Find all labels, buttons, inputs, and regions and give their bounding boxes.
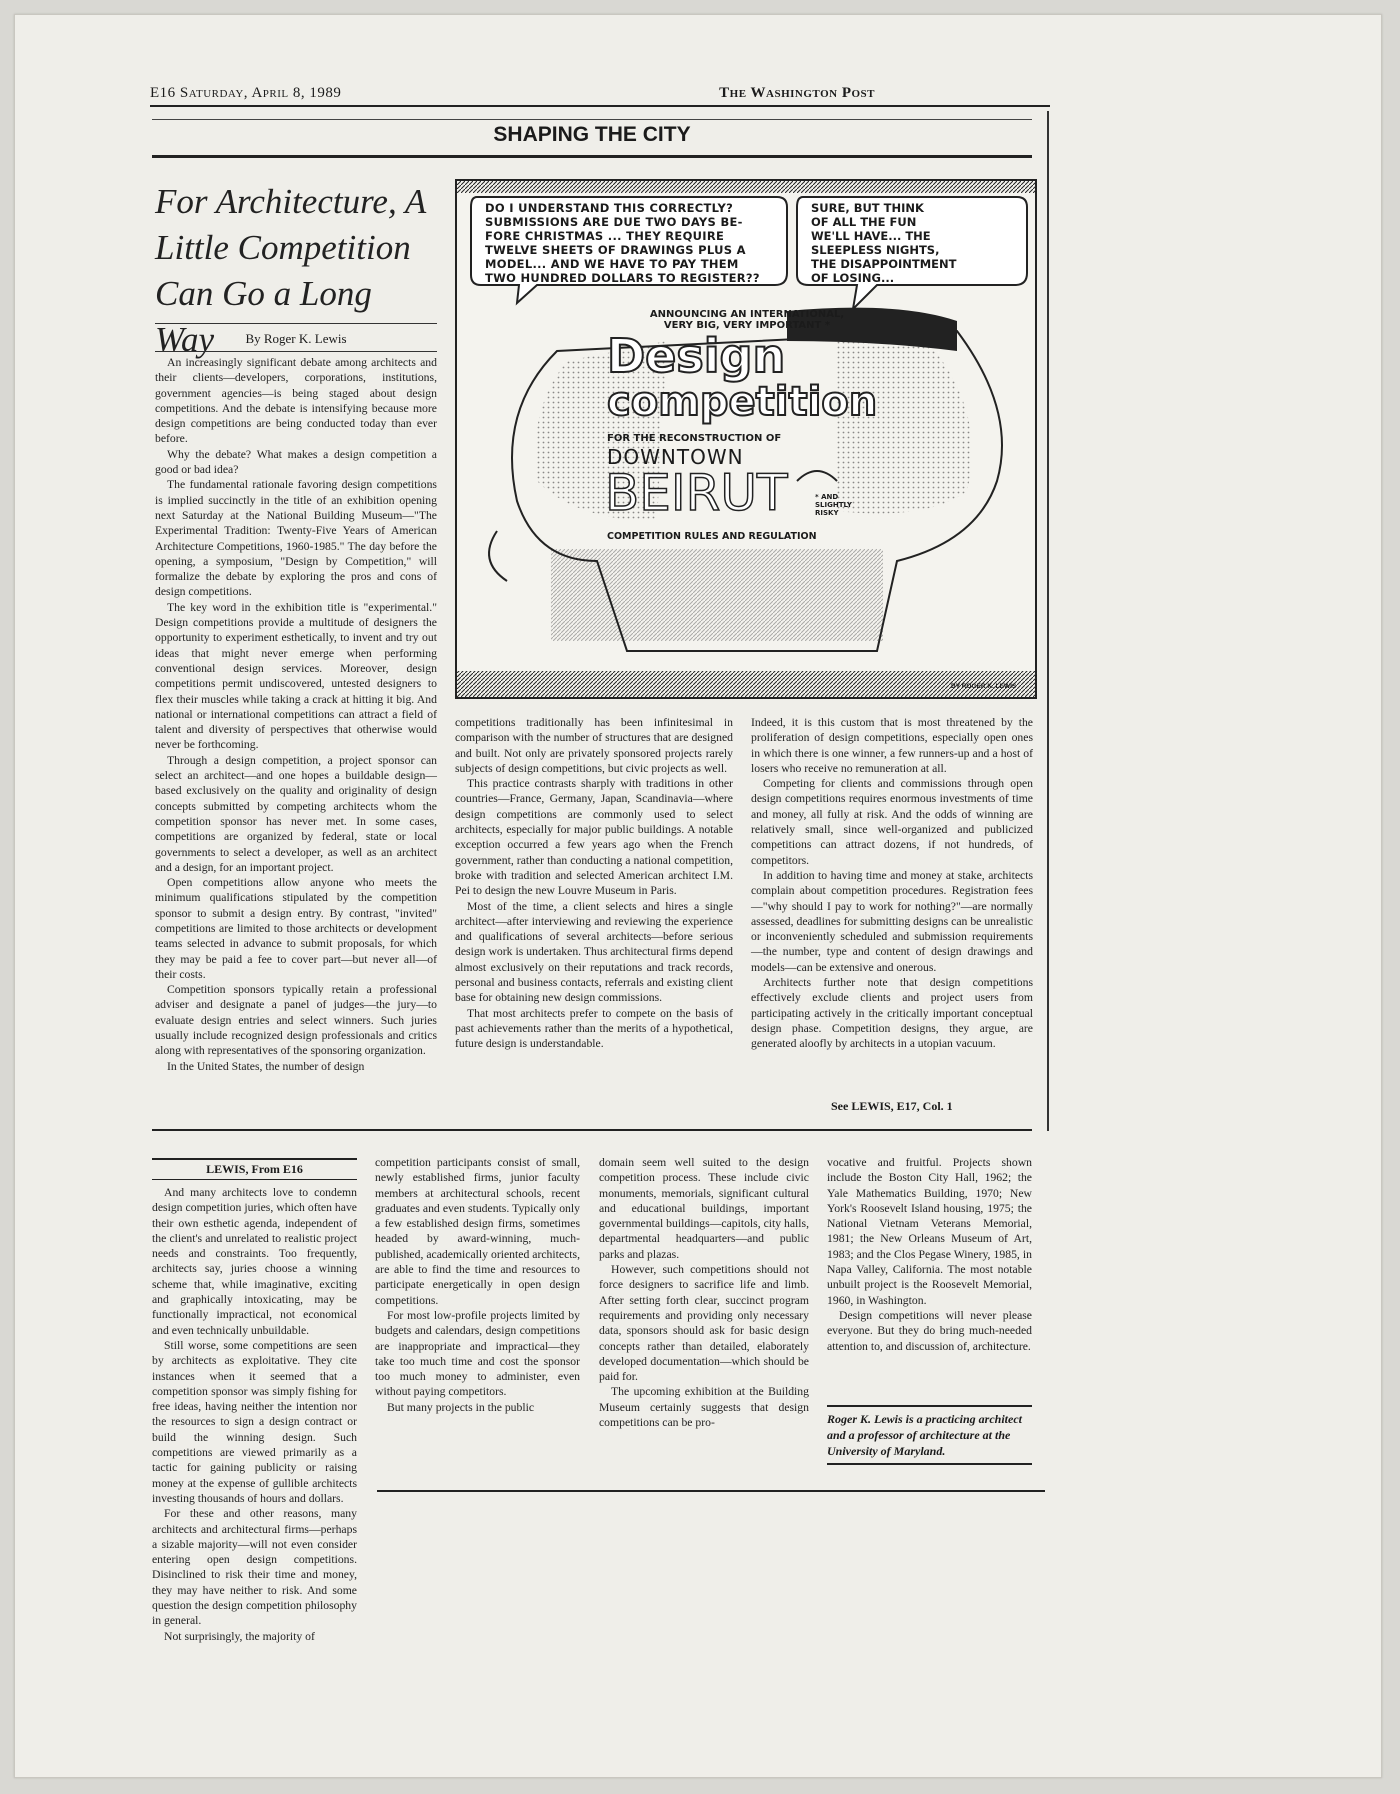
bubble-line: OF ALL THE FUN — [811, 215, 917, 229]
paragraph: The upcoming exhibition at the Building Museum certainly suggests that design competitions can be pro- — [599, 1385, 809, 1430]
top-border-hatch — [457, 181, 1035, 193]
right-vertical-rule — [1047, 111, 1049, 1131]
bubble-line: OF LOSING... — [811, 271, 895, 285]
competition-word: competition — [607, 379, 878, 425]
paragraph: Design competitions will never please everyone. But they do bring much-needed attention to, and discussion of, architecture. — [827, 1308, 1032, 1353]
paragraph: vocative and fruitful. Projects shown include the Boston City Hall, 1962; the Yale Mathematics Building, 1970; New York's Roosevelt Island housing, 1975; the National Vietnam Veterans Memorial, 1981; the New Orleans Museum of Art, 1983; and the Clos Pegase Winery, 1985, in Napa Valley, California. The most notable unbuilt project is the Roosevelt Memorial, 1960, in Washington. — [827, 1156, 1032, 1307]
design-word: Design — [607, 329, 786, 383]
byline-rule — [155, 351, 437, 352]
paragraph: The key word in the exhibition title is "experimental." Design competitions provide a multitude of designers the opportunity to experiment esthetically, to invent and try out ideas that might never emerge when performing conventional design services. Moreover, design competitions permit undiscovered, untested designers to flex their muscles while taking a crack at hitting it big. And national or international competitions can attract a field of talent and diversity of perspectives that otherwise would never be forthcoming. — [155, 600, 437, 752]
masthead-paper: The Washington Post — [719, 85, 875, 101]
bubble-line: WE'LL HAVE... THE — [811, 229, 931, 243]
rules-heading: COMPETITION RULES AND REGULATION — [607, 531, 817, 542]
right-face-shade — [837, 341, 972, 514]
article-column-3 — [751, 715, 1033, 1052]
page-sheet — [14, 14, 1382, 1778]
paragraph: Not surprisingly, the majority of — [164, 1629, 315, 1643]
top-rule — [152, 119, 1032, 120]
article-column-2 — [455, 715, 733, 1052]
headline-rule — [155, 323, 437, 324]
beirut-word: BEIRUT — [605, 464, 788, 522]
paragraph: This practice contrasts sharply with traditions in other countries—France, Germany, Japan, Scandinavia—where design competitions are commonly used to select architects, especially for major public buildings. A notable exception occurred a few years ago when the French government, rather than conducting a national competition, broke with tradition and selected American architect I.M. Pei to design the new Louvre Museum in Paris. — [455, 777, 733, 898]
paragraph: In the United States, the number of design — [167, 1059, 365, 1073]
paragraph: Indeed, it is this custom that is most threatened by the proliferation of design competitions, especially open ones in which there is one winner, a few runners-up and a host of losers who receive no remuneration at all. — [751, 716, 1033, 775]
paragraph: Architects further note that design competitions effectively exclude clients and project users from participating actively in the critically important conceptual design phase. Competition designs, they argue, are generated aloofly by architects in a utopian vacuum. — [751, 976, 1033, 1051]
bubble-line: TWO HUNDRED DOLLARS TO REGISTER?? — [485, 271, 760, 285]
masthead — [150, 83, 1050, 107]
bubble-line: SUBMISSIONS ARE DUE TWO DAYS BE- — [485, 215, 743, 229]
paragraph: But many projects in the public — [387, 1400, 535, 1414]
chin-line — [489, 531, 507, 581]
paragraph: For most low-profile projects limited by budgets and calendars, design competitions are inappropriate and impractical—they take too much time and cost the sponsor too much money to administer, even without paying competitors. — [375, 1308, 580, 1399]
section-divider — [152, 1129, 1032, 1131]
author-bio: Roger K. Lewis is a practicing architect and a professor of architecture at the University of Maryland. — [827, 1405, 1032, 1465]
paragraph: Open competitions allow anyone who meets the minimum qualifications stipulated by the competition sponsor to submit a design entry. By contrast, "invited" competitions are limited to those architects or development teams selected in advance to submit proposals, for which they may be paid a fee to cover part—but never all—of their costs. — [155, 876, 437, 981]
continuation-column-2 — [375, 1155, 580, 1415]
bubble-line: DO I UNDERSTAND THIS CORRECTLY? — [485, 201, 734, 215]
editorial-cartoon — [455, 179, 1037, 699]
bottom-border-hatch — [457, 671, 1035, 697]
paragraph: And many architects love to condemn design competition juries, which often have their own esthetic agenda, independent of the client's and unrelated to realistic project needs and constraints. Too frequently, architects say, juries choose a winning scheme that, while imaginative, exciting and graphically intoxicating, may be functionally impractical, not economical and even technically unbuildable. — [152, 1186, 357, 1337]
downtown-word: DOWNTOWN — [607, 445, 744, 469]
paragraph: The fundamental rationale favoring design competitions is implied succinctly in the title of an exhibition opening next Saturday at the National Building Museum—"The Experimental Tradition: Twenty-Five Years of American Architecture Competitions, 1960-1985." The day before the opening, a symposium, "Design by Competition," will formalize the debate by exploring the pros and cons of design competitions. — [155, 478, 437, 599]
bubble-line: MODEL... AND WE HAVE TO PAY THEM — [485, 257, 739, 271]
headline: For Architecture, A Little Competition Can Go a Long Way — [155, 182, 426, 359]
jump-reference: See LEWIS, E17, Col. 1 — [831, 1099, 953, 1113]
bubble-line: THE DISAPPOINTMENT — [811, 257, 957, 271]
paragraph: Competing for clients and commissions through open design competitions requires enormous investments of time and money, all fully at risk. And the odds of winning are relatively small, since well-organized and publicized competitions can attract dozens, if not hundreds, of competitors. — [751, 777, 1033, 867]
cartoon-credit: BY ROGER K. LEWIS — [951, 683, 1017, 690]
paragraph: Most of the time, a client selects and hires a single architect—after interviewing and reviewing the experience and qualifications of several architects—before serious design work is undertaken. Thus architectural firms depend almost exclusively on their reputations and track records, personal and business contacts, referrals and existing client base for obtaining new design commissions. — [455, 899, 733, 1005]
masthead-date: E16 Saturday, April 8, 1989 — [150, 85, 342, 101]
paragraph: Why the debate? What makes a design competition a good or bad idea? — [155, 447, 437, 477]
footnote-text: * AND SLIGHTLY RISKY — [815, 493, 852, 517]
announce-line-1: ANNOUNCING AN INTERNATIONAL, — [649, 309, 845, 320]
paragraph: competitions traditionally has been infinitesimal in comparison with the number of structures that are designed and built. Not only are privately sponsored projects rarely subjects of design competitions, but civic projects as well. — [455, 716, 733, 775]
paragraph: competition participants consist of small, newly established firms, junior faculty members at architectural schools, recent graduates and even students. Typically only a few established design firms, sometimes headed by award-winning, much-published, academically oriented architects, are able to find the time and resources to participate energetically in open design competitions. — [375, 1156, 580, 1307]
rules-text-block — [551, 549, 883, 641]
paragraph: That most architects prefer to compete on the basis of past achievements rather than the merits of a hypothetical, future design is understandable. — [455, 1006, 733, 1051]
announce-line-2: VERY BIG, VERY IMPORTANT * — [663, 320, 831, 331]
paragraph: In addition to having time and money at stake, architects complain about competition procedures. Registration fees—"why should I pay to work for nothing?"—are normally assessed, deadlines for submitting designs can be unrealistic or inconveniently scheduled and submission requirements—the number, type and content of design drawings and models—can be extensive and onerous. — [751, 868, 1033, 974]
paragraph: However, such competitions should not force designers to sacrifice life and limb. After setting forth clear, succinct program requirements and providing only necessary data, sponsors should ask for basic design concepts rather than detailed, elaborately developed documentation—which should be paid for. — [599, 1263, 809, 1384]
section-title: SHAPING THE CITY — [152, 123, 1032, 158]
paragraph: Competition sponsors typically retain a professional adviser and designate a panel of judges—the jury—to evaluate design entries and select winners. Such juries usually include recognized design professionals and critics along with representatives of the sponsoring organization. — [155, 983, 437, 1058]
bubble-line: TWELVE SHEETS OF DRAWINGS PLUS A — [485, 243, 746, 257]
article-column-1 — [155, 355, 437, 1074]
continuation-column-3 — [599, 1155, 809, 1430]
right-bubble-text — [811, 201, 1025, 285]
paragraph: For these and other reasons, many architects and architectural firms—perhaps a sizable majority—will not even consider entering open design competitions. Disinclined to risk their time and money, they may have neither to risk. And some question the design competition philosophy in general. — [152, 1507, 357, 1628]
bottom-rule — [377, 1490, 1045, 1492]
byline: By Roger K. Lewis — [245, 331, 347, 346]
paragraph: Through a design competition, a project sponsor can select an architect—and one hopes a buildable design—based exclusively on the quality and originality of design concepts submitted by competing architects whom the competition sponsor has never met. In some cases, competitions are organized by federal, state or local governments to select a developer, as well as an architect and a design, for an important project. — [155, 753, 437, 874]
paragraph: domain seem well suited to the design competition process. These include civic monuments, memorials, significant cultural and educational buildings, important governmental buildings—capitols, city halls, departmental headquarters—and public parks and plazas. — [599, 1156, 810, 1261]
paragraph: An increasingly significant debate among architects and their clients—developers, corporations, institutions, government agencies—is being staged about design competitions. And the debate is intensifying because more design competitions are being conducted today than ever before. — [155, 356, 437, 446]
bubble-line: SLEEPLESS NIGHTS, — [811, 243, 940, 257]
bubble-line: FORE CHRISTMAS ... THEY REQUIRE — [485, 229, 725, 243]
jump-head: LEWIS, From E16 — [152, 1158, 357, 1180]
continuation-column-1 — [152, 1185, 357, 1644]
bubble-line: SURE, BUT THINK — [811, 201, 924, 215]
for-line: FOR THE RECONSTRUCTION OF — [607, 433, 782, 444]
left-bubble-text — [485, 201, 785, 285]
paragraph: Still worse, some competitions are seen by architects as exploitative. They cite instances when it seemed that a competition sponsor was simply fishing for free ideas, having neither the intention nor the resources to sign a design contract or build the winning design. Such competitions are viewed primarily as a tactic for gaining publicity or raising money at the expense of gullible architects investing thousands of hours and dollars. — [152, 1338, 357, 1505]
continuation-column-4 — [827, 1155, 1032, 1354]
announcement-text — [607, 309, 887, 331]
